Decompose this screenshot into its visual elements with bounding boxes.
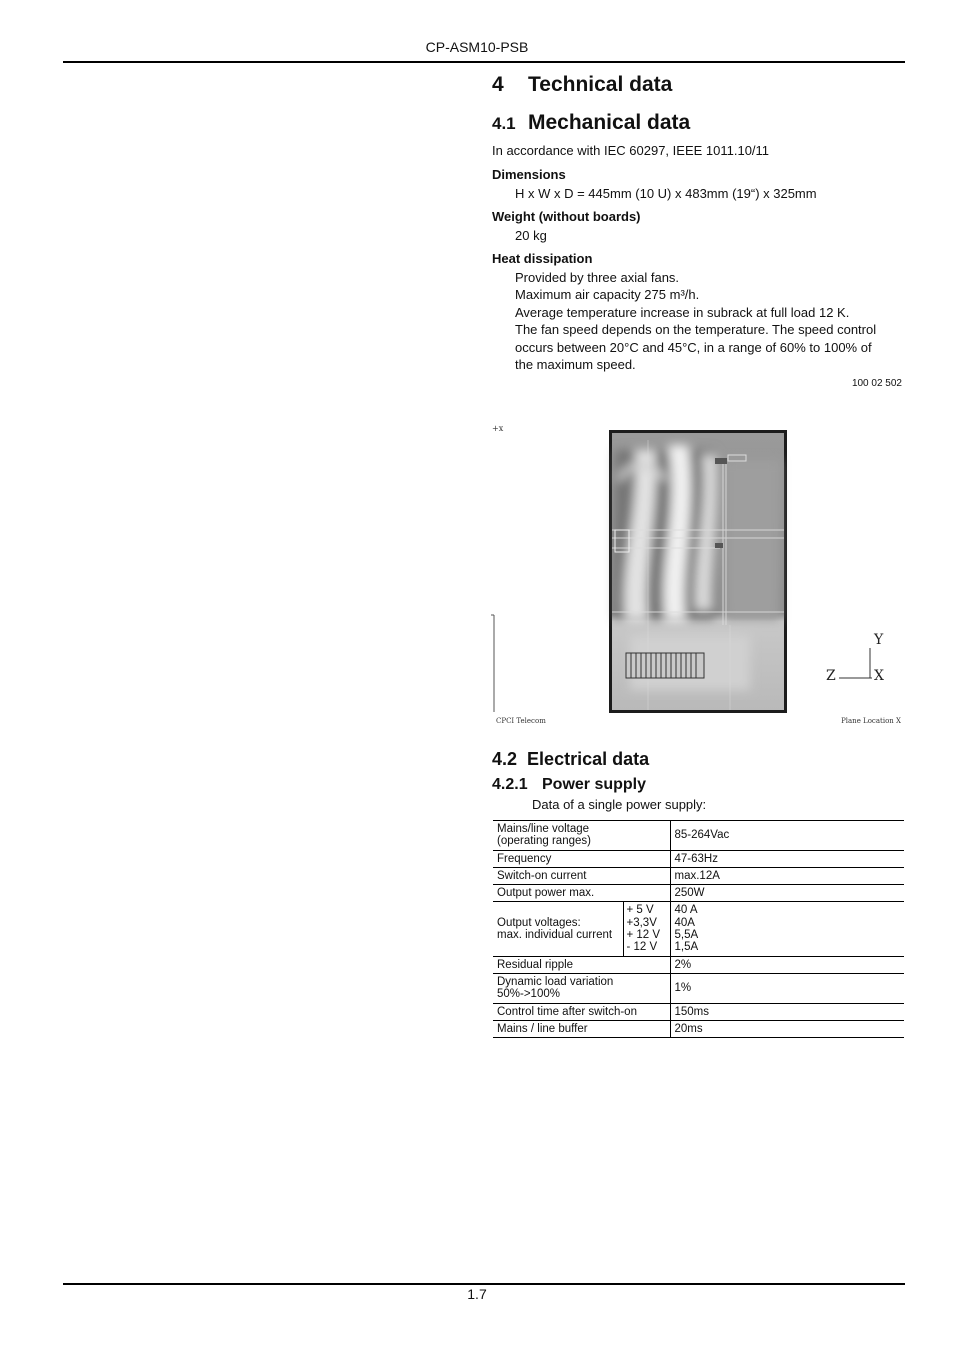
- label-plane-location: Plane Location X: [841, 717, 901, 725]
- power-intro: Data of a single power supply:: [532, 797, 707, 812]
- electrical-title: Electrical data: [527, 749, 650, 769]
- row-value: 250W: [670, 885, 904, 902]
- row-label: Mains / line buffer: [493, 1020, 670, 1037]
- power-title: Power supply: [542, 776, 647, 793]
- section-heading: [492, 73, 672, 97]
- current: 40A: [674, 916, 695, 929]
- current: 1,5A: [674, 941, 699, 954]
- outputs-voltages: [623, 902, 670, 956]
- label-cpci-telecom: CPCI Telecom: [496, 717, 546, 725]
- row-label: Residual ripple: [493, 956, 670, 973]
- outputs-label: Output voltages: max. individual current: [493, 902, 623, 956]
- power-number: 4.2.1: [492, 776, 528, 793]
- table-row: [493, 956, 904, 973]
- dimensions-label: Dimensions: [492, 167, 566, 182]
- electrical-heading: [492, 749, 649, 770]
- voltage: + 5 V: [626, 904, 654, 917]
- weight-value: 20 kg: [515, 228, 547, 243]
- section-title: Technical data: [528, 73, 673, 96]
- mechanical-title: Mechanical data: [528, 111, 691, 134]
- table-row-outputs: [493, 902, 904, 956]
- row-value: 150ms: [670, 1003, 904, 1020]
- row-value: max.12A: [670, 867, 904, 884]
- heat-text: [515, 269, 876, 373]
- row-value: 2%: [670, 956, 904, 973]
- heat-line: Maximum air capacity 275 m³/h.: [515, 287, 700, 303]
- power-supply-table: [493, 820, 904, 1038]
- thermal-simulation-figure: [490, 420, 905, 730]
- voltage: +3,3V: [626, 916, 657, 929]
- axis-z-label: Z: [826, 668, 836, 684]
- heat-line: the maximum speed.: [515, 357, 636, 373]
- table-row: [493, 867, 904, 884]
- current: 5,5A: [674, 929, 699, 942]
- dimensions-value: H x W x D = 445mm (10 U) x 483mm (19“) x 325mm: [515, 186, 817, 201]
- row-label: Control time after switch-on: [493, 1003, 670, 1020]
- axis-y-label: Y: [874, 632, 884, 648]
- row-label: Switch-on current: [493, 867, 670, 884]
- weight-label: Weight (without boards): [492, 209, 641, 224]
- label-plus-x: +x: [492, 424, 504, 433]
- heat-line: Average temperature increase in subrack at full load 12 K.: [515, 304, 850, 320]
- document-header: CP-ASM10-PSB: [425, 39, 529, 55]
- heat-line: occurs between 20°C and 45°C, in a range of 60% to 100% of: [515, 339, 872, 355]
- row-label: Output power max.: [493, 885, 670, 902]
- row-value: 20ms: [670, 1020, 904, 1037]
- footer-rule: [63, 1283, 905, 1285]
- row-label: Dynamic load variation 50%->100%: [493, 973, 670, 1003]
- mechanical-intro: In accordance with IEC 60297, IEEE 1011.10/11: [492, 143, 770, 158]
- page-number: 1.7: [467, 1286, 487, 1302]
- table-row: [493, 1020, 904, 1037]
- thermal-image: [490, 420, 905, 730]
- header-rule: [63, 61, 905, 63]
- heat-label: Heat dissipation: [492, 251, 593, 266]
- heat-line: The fan speed depends on the temperature. The speed control: [515, 322, 877, 338]
- mechanical-number: 4.1: [492, 114, 516, 133]
- row-value: 1%: [670, 973, 904, 1003]
- axis-x-label: X: [874, 668, 884, 684]
- row-label: Frequency: [493, 850, 670, 867]
- outputs-currents: [670, 902, 904, 956]
- section-number: 4: [492, 73, 504, 96]
- table-row: [493, 973, 904, 1003]
- figure-reference: 100 02 502: [851, 378, 902, 389]
- table-row: [493, 821, 904, 851]
- table-row: [493, 885, 904, 902]
- row-value: 47-63Hz: [670, 850, 904, 867]
- heat-line: Provided by three axial fans.: [515, 270, 680, 285]
- current: 40 A: [674, 904, 698, 917]
- voltage: - 12 V: [626, 941, 658, 954]
- row-label: Mains/line voltage (operating ranges): [493, 821, 670, 851]
- voltage: + 12 V: [626, 929, 661, 942]
- table-row: [493, 1003, 904, 1020]
- electrical-number: 4.2: [492, 749, 518, 769]
- power-heading: [492, 776, 646, 794]
- table-row: [493, 850, 904, 867]
- row-value: 85-264Vac: [670, 821, 904, 851]
- mechanical-heading: [492, 111, 690, 135]
